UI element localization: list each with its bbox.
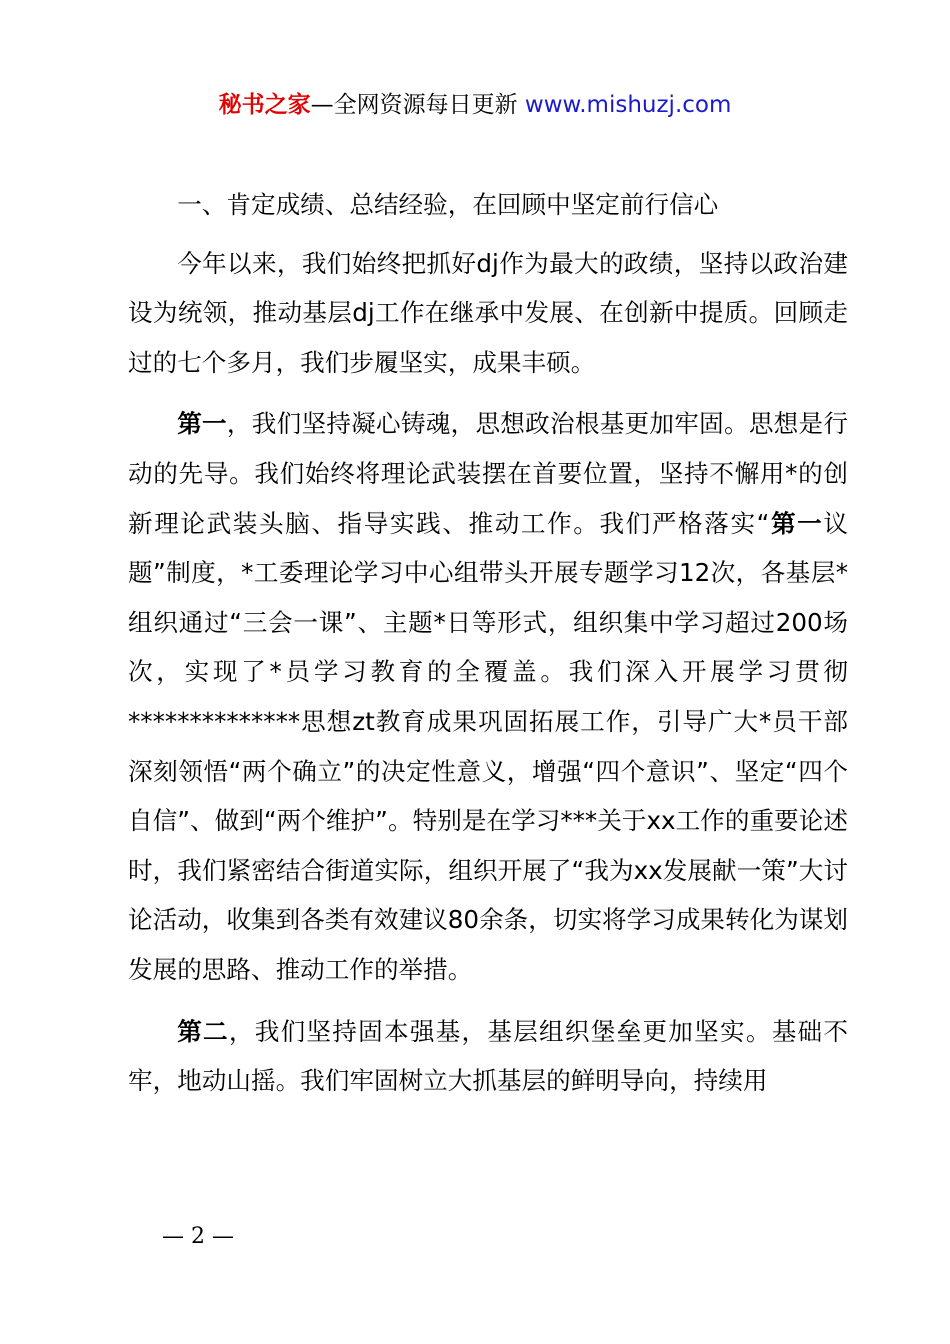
banner-url-link[interactable]: www.mishuzj.com (524, 92, 732, 118)
banner-brand: 秘书之家 (218, 92, 311, 118)
document-body (128, 180, 848, 1118)
site-banner (0, 88, 950, 122)
point-one-bold-inline: 第一 (769, 508, 824, 538)
point-two-text: ，我们坚持固本强基，基层组织堡垒更加坚实。基础不牢，地动山摇。我们牢固树立大抓基层的鲜明导向，持续用 (128, 1016, 848, 1096)
section-heading: 一、肯定成绩、总结经验，在回顾中坚定前行信心 (177, 190, 719, 219)
page-number: — 2 — (162, 1224, 234, 1249)
point-one-lead: 第一 (177, 409, 227, 439)
intro-paragraph: 今年以来，我们始终把抓好dj作为最大的政绩，坚持以政治建设为统领，推动基层dj工作在继承中发展、在创新中提质。回顾走过的七个多月，我们步履坚实，成果丰硕。 (128, 248, 848, 377)
point-two-lead: 第二 (177, 1016, 229, 1046)
point-one-text-b: 议题”制度，*工委理论学习中心组带头开展专题学习12次，各基层*组织通过“三会一课”、主题*日等形式，组织集中学习超过200场次，实现了*员学习教育的全覆盖。我们深入开展学习贯彻**************思想zt教育成果巩固拓展工作，引导广大*员干部深刻领悟“两个确立”的决定性意义，增强“四个意识”、坚定“四个自信”、做到“两个维护”。特别是在学习***关于xx工作的重要论述时，我们紧密结合街道实际，组织开展了“我为xx发展献一策”大讨论活动，收集到各类有效建议80余条，切实将学习成果转化为谋划发展的思路、推动工作的举措。 (128, 508, 848, 984)
banner-tagline: —全网资源每日更新 (310, 92, 518, 118)
point-two-paragraph (128, 1007, 848, 1106)
point-one-text-a: ，我们坚持凝心铸魂，思想政治根基更加牢固。思想是行动的先导。我们始终将理论武装摆在首要位置，坚持不懈用*的创新理论武装头脑、指导实践、推动工作。我们严格落实“ (128, 409, 848, 538)
point-one-paragraph (128, 399, 848, 994)
